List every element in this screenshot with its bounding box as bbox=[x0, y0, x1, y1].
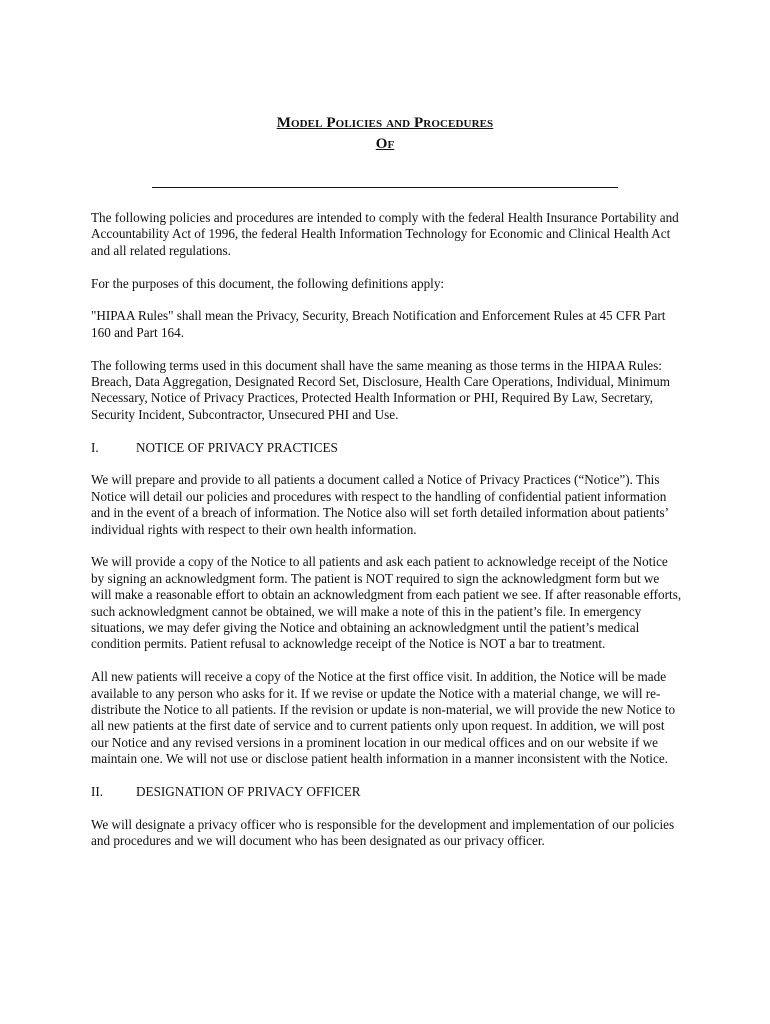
organization-name-blank bbox=[152, 187, 618, 188]
section-number: I. bbox=[91, 439, 99, 455]
intro-paragraph: The following policies and procedures are intended to comply with the federal Health Insurance Portability and Accountability Act of 1996, the federal Health Information Technology for Economic and Clinical Health Act and all related regulations. bbox=[91, 210, 679, 258]
title-line-2: Of bbox=[375, 136, 395, 152]
section-1-paragraph: All new patients will receive a copy of the Notice at the first office visit. In addition, the Notice will be made available to any person who asks for it. If we revise or update the Notice with a material change, we will re-distribute the Notice to all patients. If the revision or update is non-material, we will provide the new Notice to all new patients at the first date of service and to current patients only upon request. In addition, we will post our Notice and any revised versions in a prominent location in our medical offices and on our website if we maintain one. We will not use or disclose patient health information in a manner inconsistent with the Notice. bbox=[91, 669, 676, 767]
section-heading-2 bbox=[91, 784, 683, 800]
title-line-1: Model Policies and Procedures bbox=[276, 115, 494, 131]
section-number: II. bbox=[91, 784, 104, 800]
section-heading-1 bbox=[91, 440, 683, 456]
document-body bbox=[91, 210, 683, 866]
section-title: DESIGNATION OF PRIVACY OFFICER bbox=[136, 784, 361, 800]
section-1-paragraph: We will prepare and provide to all patients a document called a Notice of Privacy Practices (“Notice”). This Notice will detail our policies and procedures with respect to the handling of confidential patient information and in the event of a breach of information. The Notice also will set forth detailed information about patients’ individual rights with respect to their own health information. bbox=[91, 472, 669, 537]
section-title: NOTICE OF PRIVACY PRACTICES bbox=[136, 439, 338, 455]
hipaa-rules-definition: "HIPAA Rules" shall mean the Privacy, Security, Breach Notification and Enforcement Rules at 45 CFR Part 160 and Part 164. bbox=[91, 308, 666, 340]
terms-paragraph: The following terms used in this document shall have the same meaning as those terms in the HIPAA Rules: Breach, Data Aggregation, Designated Record Set, Disclosure, Health Care Operations, Individual, Minimum Necessary, Notice of Privacy Practices, Protected Health Information or PHI, Required By Law, Secretary, Security Incident, Subcontractor, Unsecured PHI and Use. bbox=[91, 357, 671, 422]
document-title bbox=[0, 113, 770, 155]
definitions-intro: For the purposes of this document, the following definitions apply: bbox=[91, 275, 445, 291]
section-1-paragraph: We will provide a copy of the Notice to all patients and ask each patient to acknowledge receipt of the Notice by signing an acknowledgment form. The patient is NOT required to sign the acknowledgment form but we will make a reasonable effort to obtain an acknowledgment from each patient we see. If after reasonable efforts, such acknowledgment cannot be obtained, we will make a note of this in the patient’s file. In emergency situations, we may defer giving the Notice and obtaining an acknowledgment until the patient’s medical condition permits. Patient refusal to acknowledge receipt of the Notice is NOT a bar to treatment. bbox=[91, 554, 682, 652]
section-2-paragraph: We will designate a privacy officer who is responsible for the development and implementation of our policies and procedures and we will document who has been designated as our privacy officer. bbox=[91, 816, 675, 849]
